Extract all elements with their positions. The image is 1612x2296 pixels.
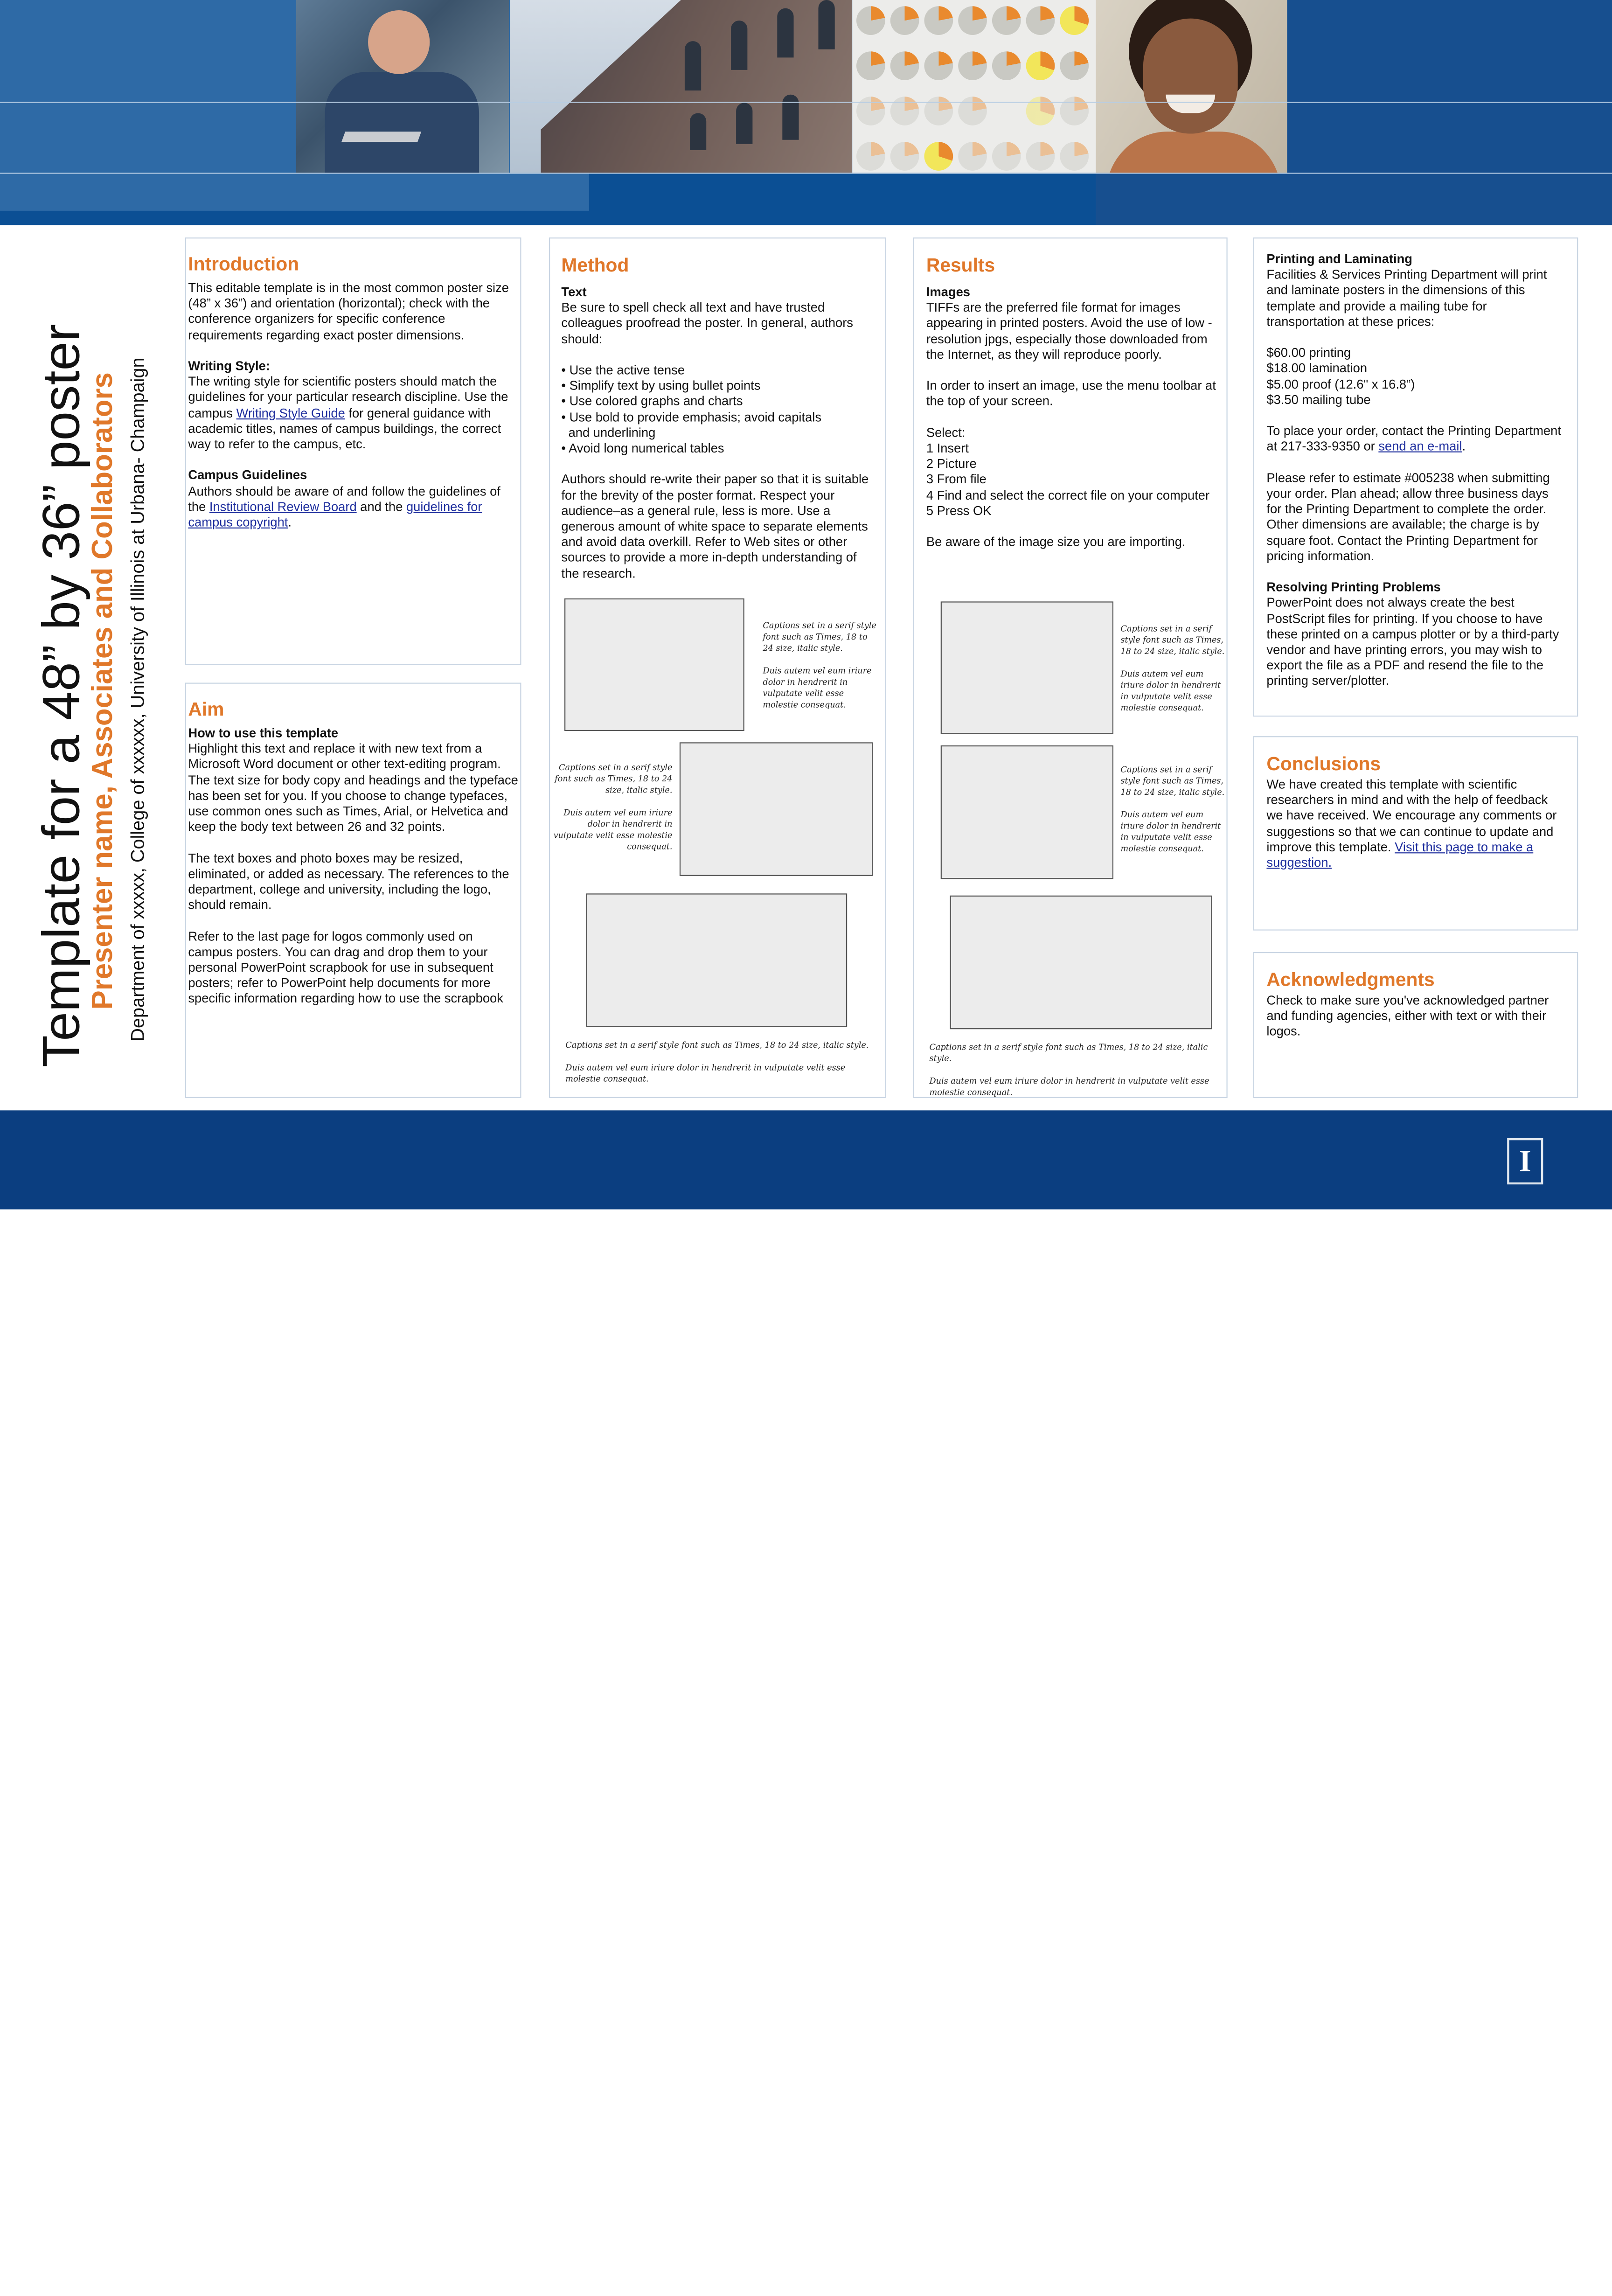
printing-body: Printing and Laminating Facilities & Services Printing Department will print and laminate posters in the dimensions of this template and provide a mailing tube for transportation at these prices: $60.00 printing $18.00 lamination $5.00 proof (12.6" x 16.8”) $3.50 mailing tube To place your order, contact the Printing Department at 217-333-9350 or send an e-mail. Please refer to estimate #005238 when submitting your order. Plan ahead; allow three business days for the Printing Department to complete the order. Other dimensions are available; the charge is by square foot. Contact the Printing Department for pricing information. Resolving Printing Problems PowerPoint does not always create the best PostScript files for printing. If you choose to have these printed on a campus plotter or by a third-party vendor and have printing errors, you may wish to export the file as a PDF and resend the file to the printing server/plotter. — [1266, 252, 1564, 689]
printing-heading: Printing and Laminating — [1266, 252, 1412, 266]
poster-title: Template for a 48” by 36” poster — [32, 324, 90, 1067]
irb-link[interactable]: Institutional Review Board — [209, 499, 357, 514]
price-item: $60.00 printing — [1266, 346, 1351, 360]
aim-subheading: How to use this template — [188, 726, 339, 740]
results-subheading: Images — [926, 285, 970, 299]
price-item: $18.00 lamination — [1266, 361, 1368, 376]
acknowledgments-body: Check to make sure you've acknowledged partner and funding agencies, either with text or with their logos. — [1266, 993, 1549, 1039]
printing-problems-heading: Resolving Printing Problems — [1266, 580, 1441, 595]
method-photo-placeholder-1[interactable] — [564, 598, 744, 731]
campus-guidelines-heading: Campus Guidelines — [188, 468, 307, 483]
results-step: 4 Find and select the correct file on your computer — [926, 488, 1210, 502]
campus-copyright-link[interactable]: guidelines for campus copyright — [188, 499, 482, 530]
photo-smiling-woman — [1096, 0, 1287, 173]
conclusions-heading: Conclusions — [1266, 752, 1381, 774]
results-step: 3 From file — [926, 472, 987, 487]
suggestion-link[interactable]: Visit this page to make a suggestion. — [1266, 840, 1534, 870]
results-step: 5 Press OK — [926, 503, 992, 518]
department-line: Department of xxxxx, College of xxxxxx, University of Illinois at Urbana- Champaign — [127, 357, 148, 1042]
photo-pie-charts — [852, 0, 1096, 173]
method-heading: Method — [561, 254, 629, 276]
conclusions-body: We have created this template with scientific researchers in mind and with the help of feedback we have received. We encourage any comments or suggestions so that we can continue to update and improve this template. Visit this page to make a suggestion. — [1266, 777, 1557, 870]
results-step: 2 Picture — [926, 457, 977, 471]
method-bullet: • Avoid long numerical tables — [561, 441, 724, 456]
method-photo-placeholder-3[interactable] — [586, 893, 847, 1027]
method-bullet: and underlining — [561, 425, 656, 440]
results-step: 1 Insert — [926, 441, 969, 456]
introduction-heading: Introduction — [188, 253, 299, 275]
results-photo-placeholder-1[interactable] — [941, 601, 1113, 734]
results-caption-2: Captions set in a serif style font such as Times, 18 to 24 size, italic style. Duis autem vel eum iriure dolor in hendrerit in vulputate velit esse molestie consequat. — [1120, 765, 1225, 854]
results-caption-3: Captions set in a serif style font such as Times, 18 to 24 size, italic style. Duis autem vel eum iriure dolor in hendrerit in vulputate velit esse molestie consequat. — [929, 1042, 1209, 1097]
photo-student-tablet — [296, 0, 509, 173]
method-bullet: • Simplify text by using bullet points — [561, 378, 761, 393]
method-caption-1: Captions set in a serif style font such as Times, 18 to 24 size, italic style. Duis autem vel eum iriure dolor in hendrerit in vulputate velit esse molestie consequat. — [763, 621, 876, 710]
header-rule-1 — [0, 102, 1612, 103]
aim-body: How to use this template Highlight this text and replace it with new text from a Microsoft Word document or other text-editing program. The text size for body copy and headings and the typeface has been set for you. If you choose to change typefaces, use common ones such as Times, Arial, or Helvetica and keep the body text between 26 and 32 points. The text boxes and photo boxes may be resized, eliminated, or added as necessary. The references to the department, college and university, including the logo, should remain. Refer to the last page for logos commonly used on campus posters. You can drag and drop them to your personal PowerPoint scrapbook for use in subsequent posters; refer to PowerPoint help documents for more specific information regarding how to use the scrapbook — [188, 726, 518, 1006]
method-caption-3: Captions set in a serif style font such as Times, 18 to 24 size, italic style. Duis autem vel eum iriure dolor in hendrerit in vulputate velit esse molestie consequat. — [565, 1040, 869, 1084]
presenter-names: Presenter name, Associates and Collaborators — [86, 372, 118, 1010]
send-email-link[interactable]: send an e-mail — [1378, 439, 1462, 454]
results-body: Images TIFFs are the preferred file format for images appearing in printed posters. Avoid the use of low -resolution jpgs, especially those downloaded from the Internet, as they will reproduce poorly. In order to insert an image, use the menu toolbar at the top of your screen. Select: 1 Insert 2 Picture 3 From file 4 Find and select the correct file on your computer 5 Press OK Be aware of the image size you are importing. — [926, 285, 1219, 551]
method-bullet: • Use the active tense — [561, 363, 685, 377]
introduction-body: This editable template is in the most common poster size (48” x 36”) and orientation (horizontal); check with the conference organizers for specific conference requirements regarding exact poster dimensions. Writing Style: The writing style for scientific posters should match the guidelines for your particular research discipline. Use the campus Writing Style Guide for general guidance with academic titles, names of campus buildings, the correct way to refer to the campus, etc. Campus Guidelines Authors should be aware of and follow the guidelines of the Institutional Review Board and the guidelines for campus copyright. — [188, 280, 509, 530]
writing-style-guide-link[interactable]: Writing Style Guide — [236, 405, 345, 420]
method-subheading: Text — [561, 285, 587, 299]
footer-library-name: UNIVERSITY LIBRARY — [1015, 2239, 1350, 2274]
photo-library-building — [510, 0, 852, 173]
footer-university-name: UNIVERSITY OF ILLINOIS AT URBANA CHAMPAIGN — [1016, 2277, 1413, 2295]
aim-heading: Aim — [188, 698, 224, 720]
price-item: $5.00 proof (12.6" x 16.8”) — [1266, 377, 1415, 391]
acknowledgments-heading: Acknowledgments — [1266, 968, 1435, 990]
writing-style-heading: Writing Style: — [188, 359, 270, 374]
method-body: Text Be sure to spell check all text and have trusted colleagues proofread the poster. In general, authors should: • Use the active tense • Simplify text by using bullet points • Use colored graphs and charts • Use bold to provide emphasis; avoid capitals and underlining • Avoid long numerical tables Authors should re-write their paper so that it is suitable for the brevity of the poster format. Respect your audience–as a general rule, less is more. Use a generous amount of white space to separate elements and avoid data overkill. Refer to Web sites or other sources to provide a more in-depth understanding of the research. — [561, 285, 869, 582]
header-banner — [0, 0, 1612, 225]
header-rule-2 — [0, 173, 1612, 174]
price-item: $3.50 mailing tube — [1266, 392, 1371, 407]
method-bullet: • Use colored graphs and charts — [561, 394, 743, 409]
method-caption-2: Captions set in a serif style font such as Times, 18 to 24 size, italic style. Duis autem vel eum iriure dolor in hendrerit in vulputate velit esse molestie consequat. — [553, 763, 673, 851]
illinois-logo-icon: I — [1507, 1138, 1543, 1184]
results-caption-1: Captions set in a serif style font such as Times, 18 to 24 size, italic style. Duis autem vel eum iriure dolor in hendrerit in vulputate velit esse molestie consequat. — [1120, 624, 1225, 713]
results-photo-placeholder-3[interactable] — [950, 896, 1212, 1030]
results-heading: Results — [926, 254, 995, 276]
results-photo-placeholder-2[interactable] — [941, 745, 1113, 879]
method-bullet: • Use bold to provide emphasis; avoid capitals — [561, 410, 822, 424]
method-photo-placeholder-2[interactable] — [680, 742, 873, 876]
